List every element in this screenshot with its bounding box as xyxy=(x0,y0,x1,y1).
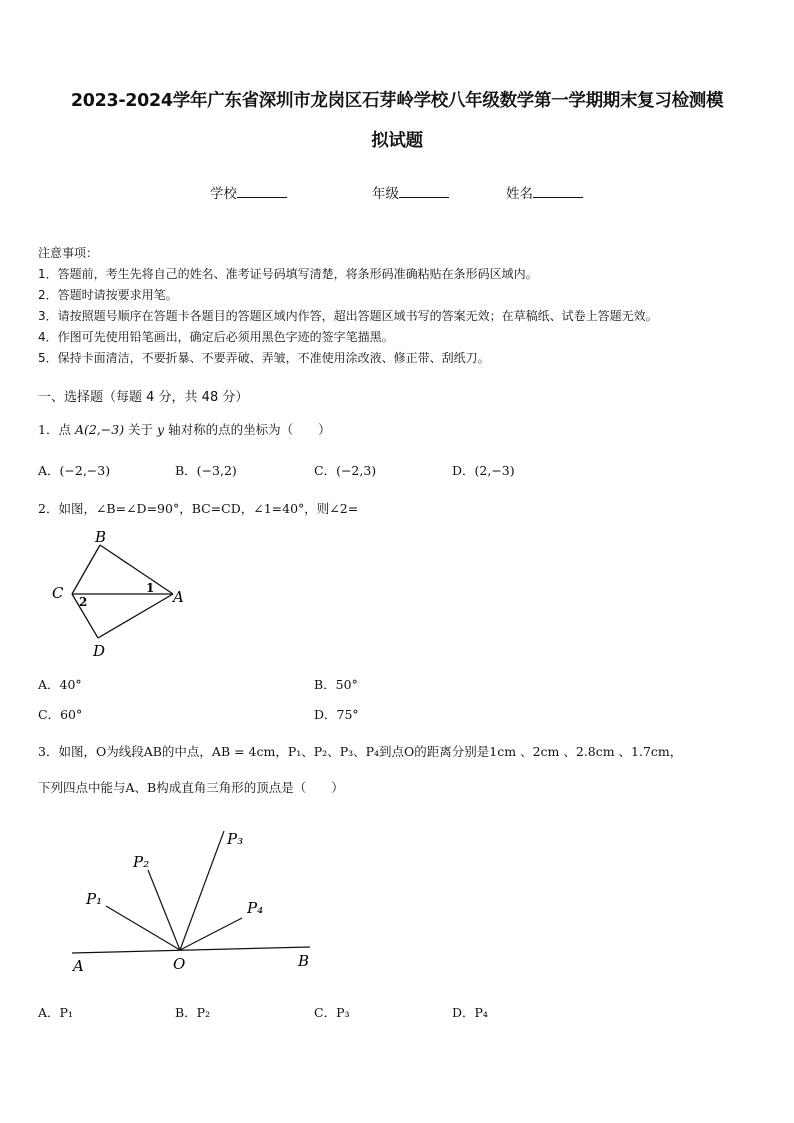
q1-point: A(2,−3) xyxy=(74,422,125,437)
school-blank[interactable] xyxy=(237,185,287,198)
q3-label-p1: P₁ xyxy=(86,890,103,908)
name-field xyxy=(506,182,583,202)
q3-label-p3: P₃ xyxy=(227,830,244,848)
q1-axis: y xyxy=(157,422,165,437)
q1-option-d[interactable]: D．(2,−3) xyxy=(452,463,515,478)
notes-heading: 注意事项： xyxy=(38,246,99,260)
q2-option-d[interactable]: D．75° xyxy=(314,707,359,722)
q3-label-a: A xyxy=(73,957,84,975)
q2-option-b[interactable]: B．50° xyxy=(314,677,358,692)
q3-label-p2: P₂ xyxy=(133,853,150,871)
q3-label-b: B xyxy=(298,952,310,970)
note-item: 2．答题时请按要求用笔。 xyxy=(38,288,178,302)
question-1 xyxy=(38,421,331,439)
q2-option-c[interactable]: C．60° xyxy=(38,707,83,722)
section-heading: 一、选择题（每题 4 分，共 48 分） xyxy=(38,390,249,405)
q2-label-b: B xyxy=(95,528,107,546)
note-item: 3．请按照题号顺序在答题卡各题目的答题区域内作答，超出答题区域书写的答案无效；在草稿纸、试卷上答题无效。 xyxy=(38,309,658,323)
q1-mid: 关于 xyxy=(124,422,158,437)
q3-label-p4: P₄ xyxy=(247,899,264,917)
q2-figure xyxy=(40,524,200,664)
question-3-line2: 下列四点中能与A、B构成直角三角形的顶点是（ ） xyxy=(38,780,344,795)
q1-option-b[interactable]: B．(−3,2) xyxy=(175,463,237,478)
q3-option-d[interactable]: D．P₄ xyxy=(452,1005,488,1020)
q1-prefix: 1．点 xyxy=(38,422,75,437)
q3-option-b[interactable]: B．P₂ xyxy=(175,1005,211,1020)
q1-option-a[interactable]: A．(−2,−3) xyxy=(38,463,111,478)
q3-option-a[interactable]: A．P₁ xyxy=(38,1005,73,1020)
exam-title-line1: 2023-2024学年广东省深圳市龙岗区石芽岭学校八年级数学第一学期期末复习检测模 xyxy=(70,91,724,111)
q2-label-c: C xyxy=(52,584,64,602)
grade-blank[interactable] xyxy=(399,185,449,198)
q3-label-o: O xyxy=(173,955,186,973)
q2-label-d: D xyxy=(93,642,106,660)
q2-label-a: A xyxy=(173,588,184,606)
name-label: 姓名 xyxy=(506,186,533,202)
grade-label: 年级 xyxy=(372,186,399,202)
q2-option-a[interactable]: A．40° xyxy=(38,677,82,692)
note-item: 4．作图可先使用铅笔画出，确定后必须用黑色字迹的签字笔描黑。 xyxy=(38,330,394,344)
q3-option-c[interactable]: C．P₃ xyxy=(314,1005,350,1020)
grade-field xyxy=(372,182,449,202)
exam-title-line2: 拟试题 xyxy=(371,131,423,151)
note-item: 5．保持卡面清洁，不要折暴、不要弄破、弄皱，不准使用涂改液、修正带、刮纸刀。 xyxy=(38,351,490,365)
q1-suffix: 轴对称的点的坐标为（ ） xyxy=(164,422,331,437)
question-3-line1: 3．如图，O为线段AB的中点，AB = 4cm，P₁、P₂、P₃、P₄到点O的距离分别是1cm 、2cm 、2.8cm 、1.7cm， xyxy=(38,744,683,759)
note-item: 1．答题前，考生先将自己的姓名、准考证号码填写清楚，将条形码准确粘贴在条形码区域内。 xyxy=(38,267,538,281)
q1-option-c[interactable]: C．(−2,3) xyxy=(314,463,377,478)
q2-angle-1: 1 xyxy=(146,581,155,595)
school-label: 学校 xyxy=(210,186,237,202)
name-blank[interactable] xyxy=(533,185,583,198)
q2-angle-2: 2 xyxy=(79,595,88,609)
school-field xyxy=(210,182,287,202)
question-2: 2．如图，∠B=∠D=90°，BC=CD，∠1=40°，则∠2= xyxy=(38,501,359,516)
q3-figure xyxy=(60,820,330,980)
